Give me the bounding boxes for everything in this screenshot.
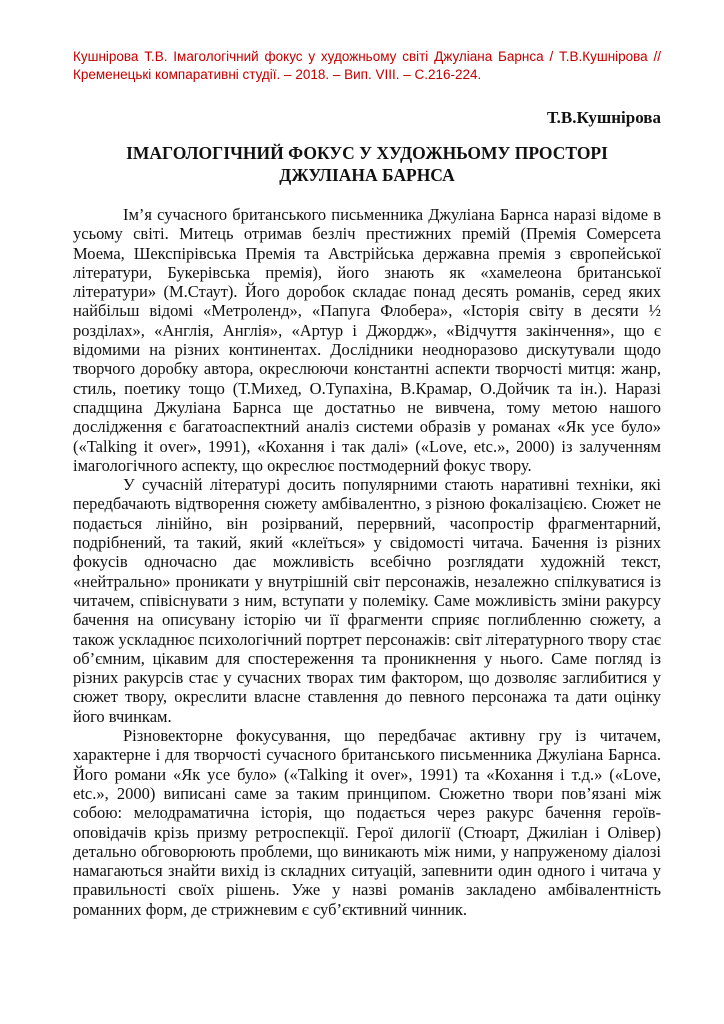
article-title [73,142,661,186]
paragraph-narrative-techniques: У сучасній літературі досить популярними стають наративні техніки, які передбачають відтворення сюжету амбівалентно, з різною фокалізацією. Сюжет не подається лінійно, він розірваний, перервний, часопростір фрагментарний, подрібнений, та такий, який «клеїться» у свідомості читача. Бачення із різних фокусів одночасно дає можливість всебічно розглядати художній текст, «нейтрально» проникати у внутрішній світ персонажів, незалежно спілкуватися із читачем, співіснувати з ним, вступати у полеміку. Саме можливість зміни ракурсу бачення на описувану історію чи її фрагменти сприяє поглибленню сюжету, а також ускладнює психологічний портрет персонажів: світ літературного твору стає об’ємним, цікавим для спостереження та проникнення у нього. Саме погляд із різних ракурсів стає у сучасних творах тим фактором, що дозволяє заглибитися у сюжет твору, окреслити власне ставлення до певного персонажа та дати оцінку його вчинкам. [73,475,661,726]
paragraph-multivector-focus: Різновекторне фокусування, що передбачає активну гру із читачем, характерне і для творчості сучасного британського письменника Джуліана Барнса. Його романи «Як усе було» («Talking it over», 1991) та «Кохання і т.д.» («Love, etc.», 2000) виписані саме за таким принципом. Сюжетно твори пов’язані між собою: мелодраматична історія, що подається через ракурс бачення героїв-оповідачів крізь призму ретроспекції. Герої дилогії (Стюарт, Джиліан і Олівер) детально обговорюють проблеми, що виникають між ними, у напруженому діалозі намагаються знайти вихід із складних ситуацій, запевнити один одного і читача у правильності своїх рішень. Уже у назві романів закладено амбівалентність романних форм, де стрижневим є суб’єктивний чинник. [73,726,661,919]
author-name: Т.В.Кушнірова [547,108,661,127]
article-title-line-2: ДЖУЛІАНА БАРНСА [279,165,455,185]
article-title-line-1: ІМАГОЛОГІЧНИЙ ФОКУС У ХУДОЖНЬОМУ ПРОСТОРІ [126,143,608,163]
citation-line-1: Кушнірова Т.В. Імагологічний фокус у художньому світі Джуліана Барнса / Т.В.Кушнірова // [73,49,661,64]
citation-header [73,48,661,83]
paragraph-introduction: Ім’я сучасного британського письменника Джуліана Барнса наразі відоме в усьому світі. Митець отримав безліч престижних премій (Премія Сомерсета Моема, Шекспірівська Премія та Австрійська державна премія з європейської літератури, Букерівська премія), його знають як «хамелеона британської літератури» (М.Стаут). Його доробок складає понад десять романів, серед яких найбільш відомі «Метроленд», «Папуга Флобера», «Історія світу в десяти ½ розділах», «Англія, Англія», «Артур і Джордж», «Відчуття закінчення», що є відомими на різних континентах. Дослідники неодноразово дискутували щодо творчого доробку автора, окреслюючи константні аспекти творчості митця: жанр, стиль, поетику тощо (Т.Михед, О.Тупахіна, В.Крамар, О.Дойчик та ін.). Наразі спадщина Джуліана Барнса ще достатньо не вивчена, тому метою нашого дослідження є багатоаспектний аналіз системи образів у романах «Як усе було» («Talking it over», 1991), «Кохання і так далі» («Love, etc.», 2000) із залученням імагологічного аспекту, що окреслює постмодерний фокус твору. [73,205,661,475]
citation-line-2: Кременецькі компаративні студії. – 2018. – Вип. VIII. – С.216-224. [73,66,482,82]
article-body [73,205,661,919]
